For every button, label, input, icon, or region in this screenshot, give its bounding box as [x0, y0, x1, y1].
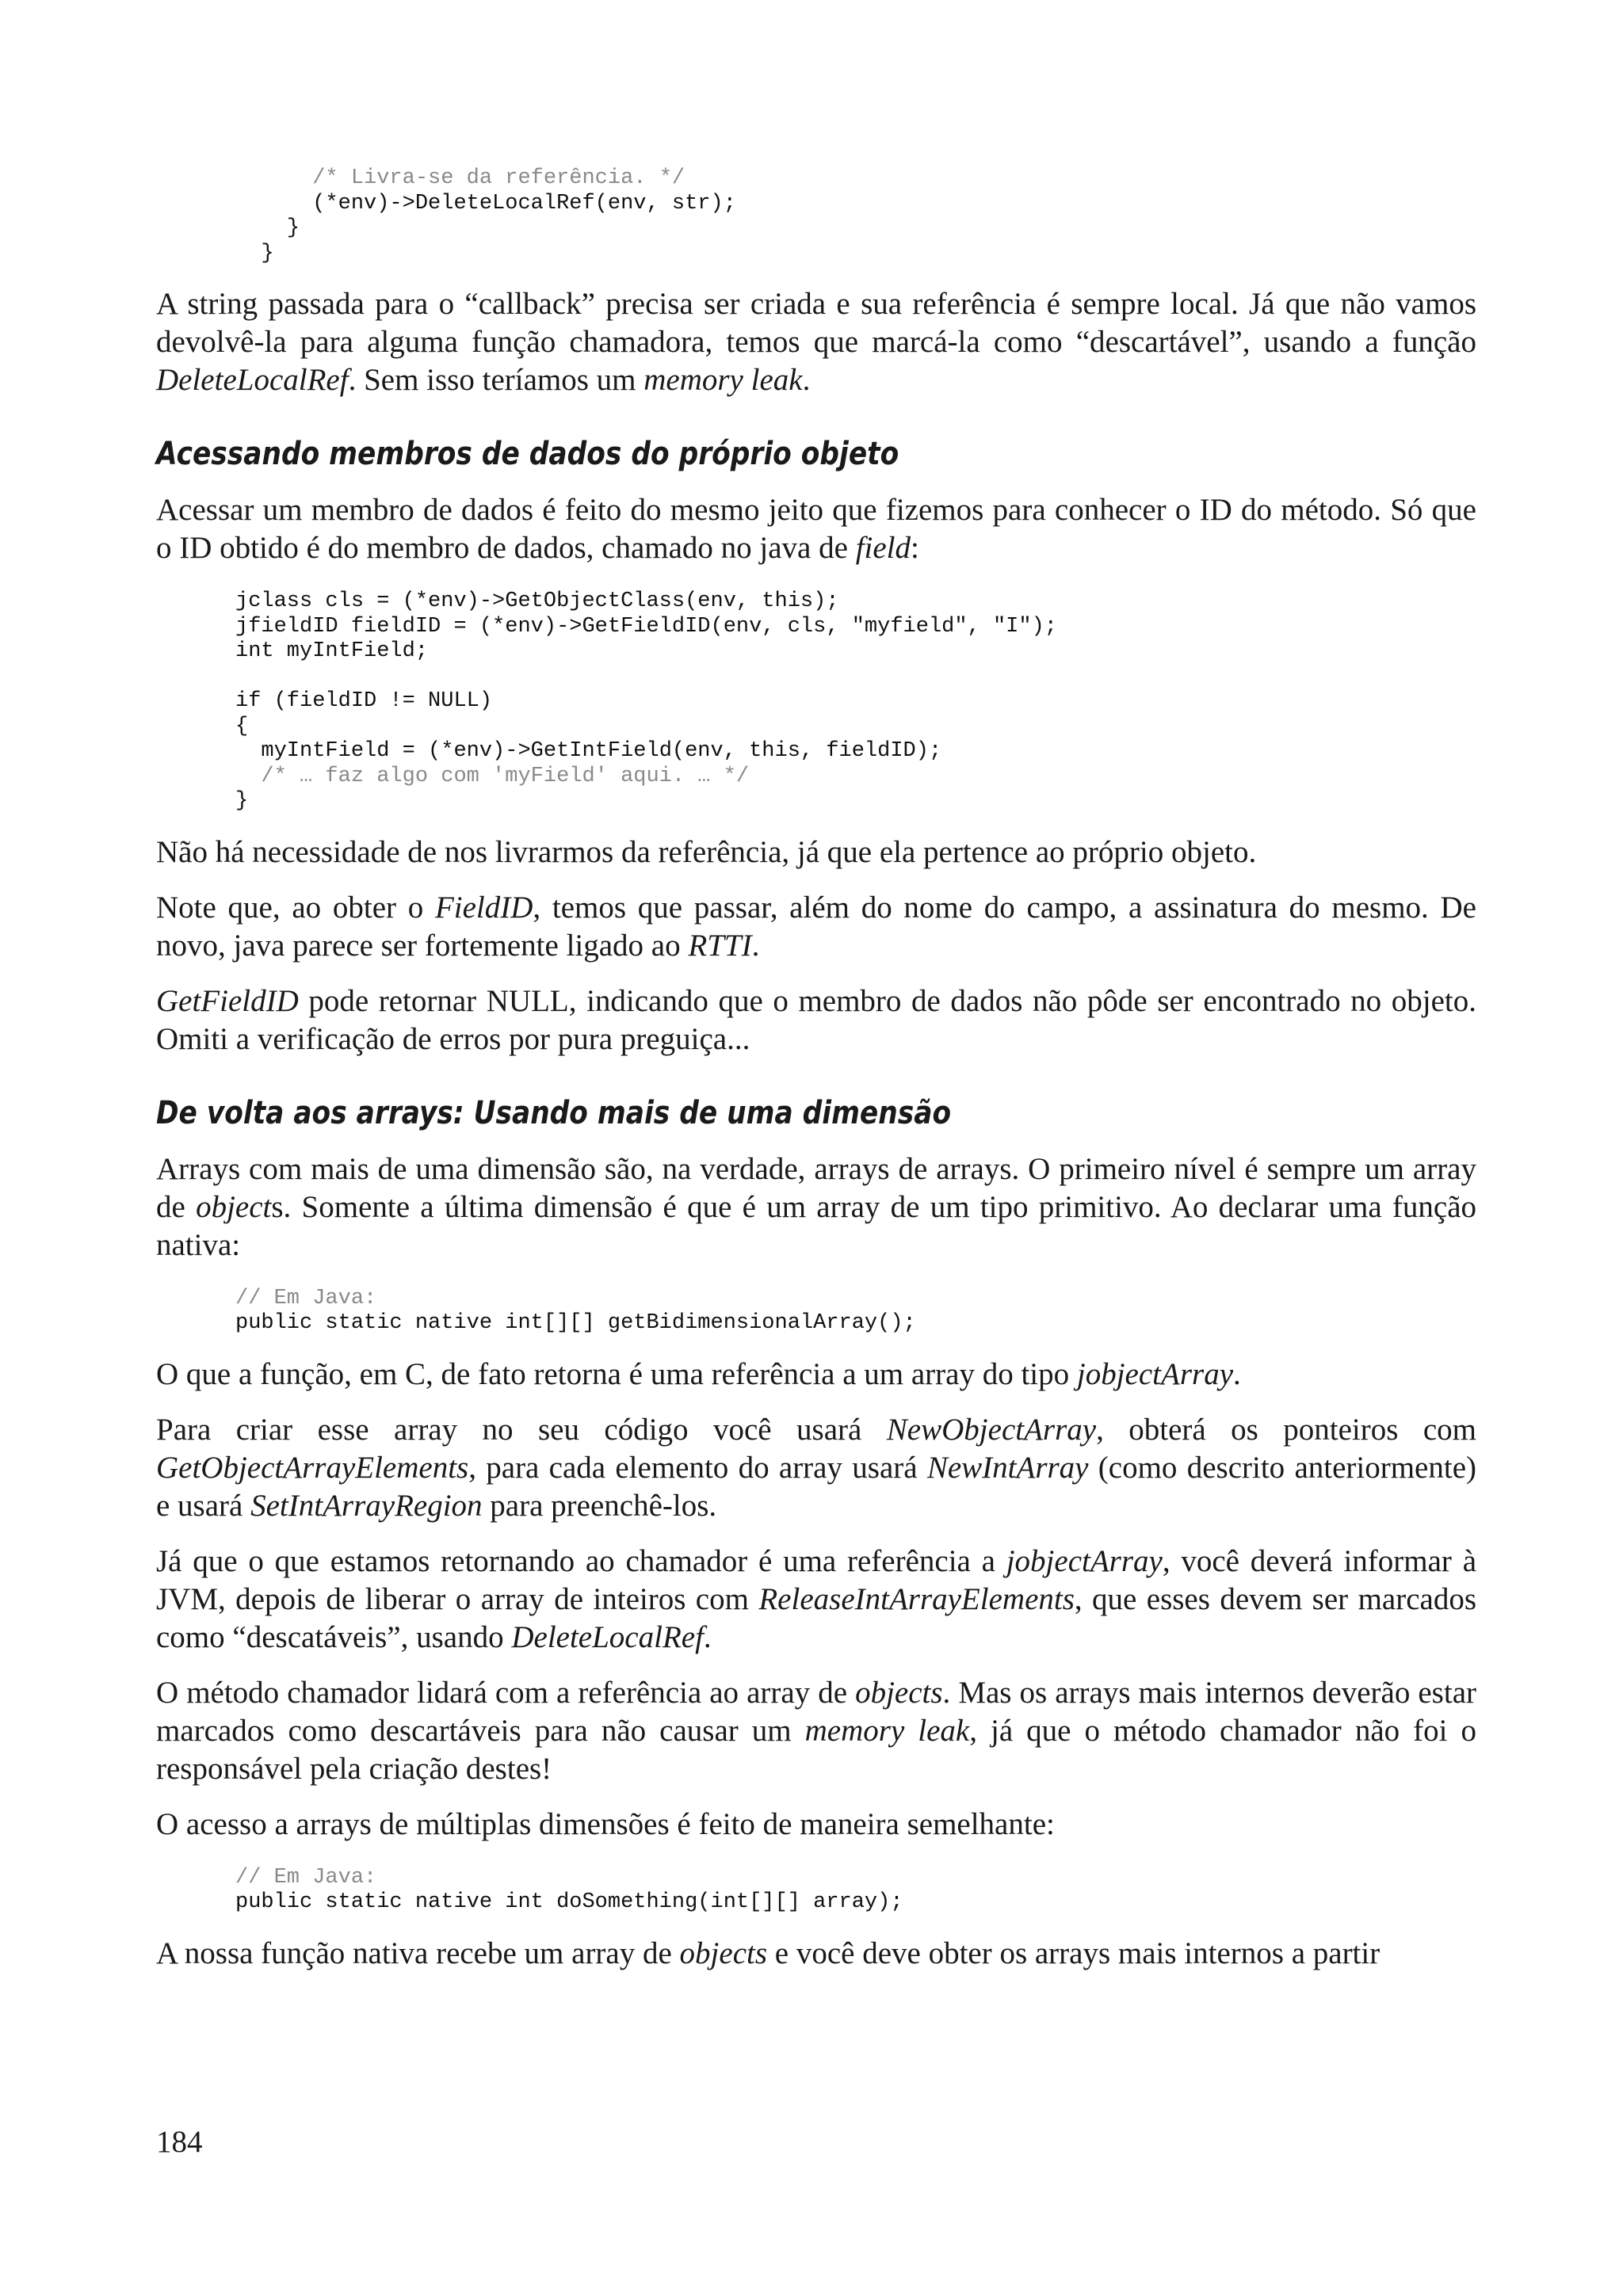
code-text: }	[235, 789, 249, 813]
code-line	[235, 665, 1476, 690]
text-run: .	[703, 1619, 712, 1654]
code-text: int myIntField;	[235, 639, 429, 663]
text-run: para preenchê-los.	[482, 1488, 717, 1523]
code-text: public static native int[][] getBidimensionalArray();	[235, 1311, 916, 1335]
code-line	[235, 242, 1476, 267]
text-run: . Sem isso teríamos um	[348, 363, 644, 397]
italic-term: GetFieldID	[156, 983, 299, 1018]
section-heading-arrays-dimensao: De volta aos arrays: Usando mais de uma dimensão	[156, 1094, 952, 1131]
code-line	[235, 1866, 1476, 1891]
paragraph-necessidade-livrar	[156, 833, 1476, 871]
page-number: 184	[156, 2125, 203, 2159]
text-run: , que esses devem ser marcados como “descatáveis”, usando	[156, 1581, 1476, 1654]
italic-term: RTTI	[688, 928, 752, 963]
text-run: .	[751, 928, 760, 963]
italic-term: object	[196, 1189, 272, 1224]
code-line	[235, 216, 1476, 242]
text-run: .	[802, 363, 811, 397]
paragraph-get-field-id-null	[156, 982, 1476, 1058]
document-page	[156, 166, 1476, 1990]
code-block-get-bidimensional-array	[235, 1287, 1476, 1337]
paragraph-acesso-multiplas-dimensoes	[156, 1806, 1476, 1844]
code-text: {	[235, 714, 249, 738]
text-run: O acesso a arrays de múltiplas dimensões é feito de maneira semelhante:	[156, 1806, 1055, 1841]
code-line	[235, 639, 1476, 665]
code-text: myIntField = (*env)->GetIntField(env, this, fieldID);	[261, 739, 942, 763]
section-heading-acessando-membros: Acessando membros de dados do próprio objeto	[156, 436, 899, 472]
text-run: O que a função, em C, de fato retorna é uma referência a um array do tipo	[156, 1356, 1077, 1391]
text-run: pode retornar NULL, indicando que o membro de dados não pôde ser encontrado no objeto. Omiti a verificação de erros por pura preguiça...	[156, 983, 1476, 1056]
code-text: if (fieldID != NULL)	[235, 689, 493, 713]
paragraph-retornando-chamador	[156, 1543, 1476, 1657]
text-run: , já que o método chamador não foi o responsável pela criação destes!	[156, 1713, 1476, 1786]
italic-term: field	[855, 531, 911, 565]
text-run: :	[911, 531, 919, 565]
code-line	[235, 715, 1476, 740]
text-run: , obterá os ponteiros com	[1096, 1412, 1476, 1447]
code-text: }	[286, 216, 300, 240]
code-block-do-something	[235, 1866, 1476, 1916]
italic-term: GetObjectArrayElements	[156, 1450, 469, 1485]
italic-term: objects	[855, 1675, 943, 1710]
code-text: (*env)->DeleteLocalRef(env, str);	[312, 191, 736, 215]
paragraph-funcao-nativa-recebe	[156, 1935, 1476, 1973]
text-run: , você deverá informar à JVM, depois de liberar o array de inteiros com	[156, 1543, 1477, 1616]
italic-term: memory leak	[643, 363, 803, 397]
text-run: Note que, ao obter o	[156, 890, 435, 925]
code-line	[235, 739, 1476, 765]
text-run: Não há necessidade de nos livrarmos da referência, já que ela pertence ao próprio objeto.	[156, 834, 1257, 869]
code-line	[235, 589, 1476, 615]
code-line	[235, 1287, 1476, 1312]
italic-term: memory leak	[804, 1713, 970, 1748]
paragraph-metodo-chamador	[156, 1674, 1476, 1788]
code-line	[235, 689, 1476, 715]
text-run: (como descrito anteriormente) e usará	[156, 1450, 1476, 1523]
italic-term: NewIntArray	[926, 1450, 1089, 1485]
paragraph-callback-string	[156, 285, 1476, 399]
italic-term: jobjectArray	[1006, 1543, 1163, 1578]
italic-term: ReleaseIntArrayElements	[758, 1581, 1075, 1616]
text-run: Já que o que estamos retornando ao chamador é uma referência a	[156, 1543, 1006, 1578]
paragraph-note-field-id	[156, 889, 1476, 965]
code-line	[235, 789, 1476, 814]
code-text: }	[261, 241, 274, 265]
text-run: , temos que passar, além do nome do campo, a assinatura do mesmo. De novo, java parece ser fortemente ligado ao	[156, 890, 1476, 963]
code-line	[235, 615, 1476, 640]
code-line	[235, 166, 1476, 192]
paragraph-acessar-membro	[156, 491, 1476, 567]
italic-term: DeleteLocalRef	[156, 363, 349, 397]
code-comment: /* … faz algo com 'myField' aqui. … */	[261, 764, 750, 788]
code-line	[235, 1890, 1476, 1916]
code-line	[235, 765, 1476, 790]
text-run: Acessar um membro de dados é feito do mesmo jeito que fizemos para conhecer o ID do método. Só que o ID obtido é do membro de dados, chamado no java de	[156, 493, 1476, 565]
italic-term: FieldID	[434, 890, 533, 925]
code-text: public static native int doSomething(int[][] array);	[235, 1890, 903, 1914]
code-line	[235, 1311, 1476, 1337]
italic-term: SetIntArrayRegion	[250, 1488, 483, 1523]
text-run: e você deve obter os arrays mais internos a partir	[767, 1936, 1381, 1970]
code-comment: // Em Java:	[235, 1865, 377, 1890]
italic-term: DeleteLocalRef	[511, 1619, 704, 1654]
paragraph-arrays-mais-dimensao	[156, 1150, 1476, 1264]
code-block-get-field-id	[235, 589, 1476, 814]
text-run: . Mas os arrays mais internos deverão estar marcados como descartáveis para não causar um	[156, 1675, 1476, 1748]
text-run: A string passada para o “callback” precisa ser criada e sua referência é sempre local. Já que não vamos devolvê-la para alguma função chamadora, temos que marcá-la como “descartável”, usando a função	[156, 287, 1476, 359]
paragraph-funcao-retorna	[156, 1356, 1476, 1394]
code-block-delete-local-ref	[235, 166, 1476, 266]
text-run: , para cada elemento do array usará	[468, 1450, 927, 1485]
text-run: .	[1233, 1356, 1241, 1391]
italic-term: jobjectArray	[1076, 1356, 1234, 1391]
text-run: Arrays com mais de uma dimensão são, na verdade, arrays de arrays. O primeiro nível é sempre um array de	[156, 1151, 1476, 1224]
code-comment: // Em Java:	[235, 1286, 377, 1310]
code-text: jfieldID fieldID = (*env)->GetFieldID(env, cls, "myfield", "I");	[235, 614, 1057, 639]
paragraph-criar-array	[156, 1411, 1476, 1525]
italic-term: objects	[679, 1936, 768, 1970]
code-comment: /* Livra-se da referência. */	[312, 166, 685, 190]
text-run: A nossa função nativa recebe um array de	[156, 1936, 680, 1970]
text-run: s. Somente a última dimensão é que é um array de um tipo primitivo. Ao declarar uma função nativa:	[156, 1189, 1477, 1262]
code-text: jclass cls = (*env)->GetObjectClass(env, this);	[235, 589, 839, 613]
code-line	[235, 192, 1476, 217]
italic-term: NewObjectArray	[886, 1412, 1097, 1447]
text-run: Para criar esse array no seu código você usará	[156, 1412, 887, 1447]
text-run: O método chamador lidará com a referência ao array de	[156, 1675, 856, 1710]
